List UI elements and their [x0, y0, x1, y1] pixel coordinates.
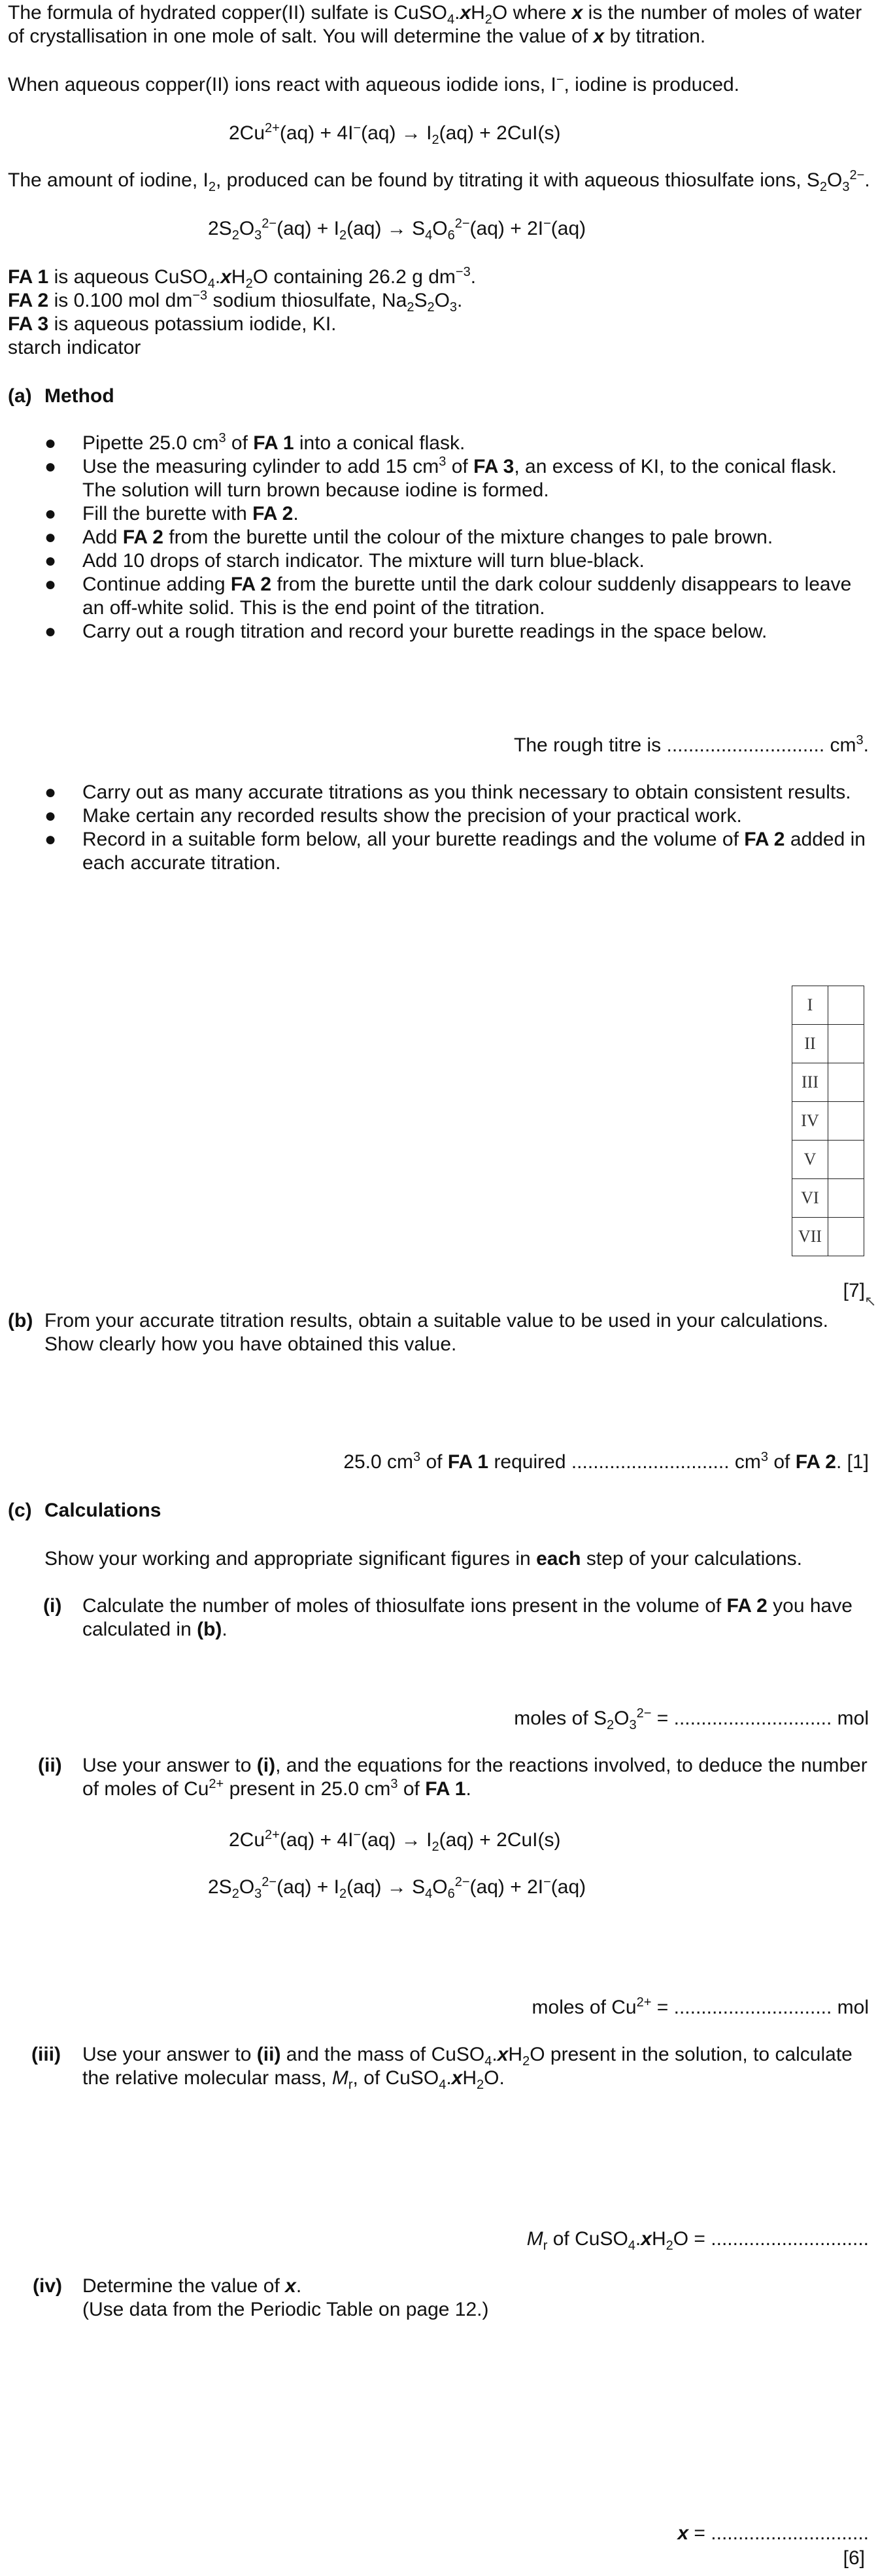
- method-step-end-point: Continue adding FA 2 from the burette until the dark colour suddenly disappears to leave an off-white solid. This is the end point of the titration.: [82, 574, 852, 619]
- grid-mark-box: [828, 1141, 864, 1179]
- grid-mark-box: [828, 1063, 864, 1102]
- part-c-instruction: Show your working and appropriate significant figures in each step of your calculations.: [44, 1548, 802, 1570]
- equation-thiosulfate-iodine-repeat: $2S_2O_3^{2-}(aq) + I_2(aq) \to S_4O_6^{2-}(aq) + 2I^-(aq)$: [208, 1875, 586, 1901]
- bullet-8: ●: [44, 781, 57, 803]
- bullet-9: ●: [44, 805, 57, 827]
- grid-mark-box: [828, 1218, 864, 1256]
- marking-grid: [792, 986, 864, 1256]
- part-c-ii-label: (ii): [38, 1755, 62, 1776]
- fa3-description: FA 3 is aqueous potassium iodide, KI.: [8, 313, 337, 335]
- equation-copper-iodide-repeat: $2Cu^{2+}(aq) + 4I^-(aq) \to I_2(aq) + 2CuI(s)$: [229, 1828, 561, 1854]
- intro-line-1: The formula of hydrated copper(II) sulfate is $CuSO_4.xH_2O$ where x is the number of moles of water: [8, 2, 862, 27]
- part-c-marks: [6]: [843, 2547, 865, 2569]
- grid-label-5: V: [792, 1141, 828, 1179]
- intro-line-2: of crystallisation in one mole of salt. You will determine the value of x by titration.: [8, 26, 706, 47]
- part-c-i-question: Calculate the number of moles of thiosulfate ions present in the volume of FA 2 you have calculated in (b).: [82, 1595, 853, 1640]
- bullet-3: ●: [44, 503, 57, 524]
- method-step-precision: Make certain any recorded results show the precision of your practical work.: [82, 805, 742, 827]
- method-step-pale-brown: Add FA 2 from the burette until the colour of the mixture changes to pale brown.: [82, 526, 773, 548]
- rough-titre-answer-line[interactable]: The rough titre is ............................. $cm^3$.: [514, 733, 869, 756]
- grid-mark-box: [828, 1179, 864, 1218]
- part-c-iv-hint: (Use data from the Periodic Table on page 12.): [82, 2299, 489, 2320]
- starch-indicator: starch indicator: [8, 337, 141, 358]
- equation-copper-iodide: $2Cu^{2+}(aq) + 4I^-(aq) \to I_2(aq) + 2CuI(s)$: [229, 121, 561, 147]
- bullet-10: ●: [44, 829, 57, 850]
- method-step-starch: Add 10 drops of starch indicator. The mixture will turn blue-black.: [82, 550, 645, 572]
- bullet-1: ●: [44, 432, 57, 454]
- part-c-iii-question: Use your answer to (ii) and the mass of $CuSO_4.xH_2O$ present in the solution, to calculate the relative molecular mass, $M_r$, of $CuSO_4.xH_2O$.: [82, 2044, 853, 2092]
- equation-thiosulfate-iodine: $2S_2O_3^{2-}(aq) + I_2(aq) \to S_4O_6^{2-}(aq) + 2I^-(aq)$: [208, 216, 586, 243]
- grid-mark-box: [828, 986, 864, 1025]
- part-c-i-answer-line[interactable]: moles of $S_2O_3^{2-}$ = ............................. mol: [514, 1706, 869, 1732]
- part-c-iv-label: (iv): [33, 2275, 62, 2297]
- part-c-i-label: (i): [43, 1595, 62, 1617]
- part-c-iii-answer-line[interactable]: $M_r$ of $CuSO_4.xH_2O$ = .............................: [526, 2228, 869, 2253]
- bullet-6: ●: [44, 574, 57, 595]
- method-step-add-ki: Use the measuring cylinder to add 15 $cm^3$ of FA 3, an excess of KI, to the conical flask. The solution will turn brown because iodine is formed.: [82, 455, 837, 501]
- part-c-title: Calculations: [44, 1500, 161, 1521]
- bullet-7: ●: [44, 621, 57, 642]
- fa2-description: FA 2 is 0.100 mol $dm^{-3}$ sodium thiosulfate, $Na_2S_2O_3$.: [8, 288, 463, 315]
- part-c-iv-answer-line[interactable]: x = .............................: [677, 2522, 869, 2544]
- part-a-label: (a): [8, 385, 32, 407]
- grid-label-6: VI: [792, 1179, 828, 1218]
- intro-thiosulfate: The amount of iodine, $I_2$, produced can be found by titrating it with aqueous thiosulfate ions, $S_2O_3^{2-}$.: [8, 168, 870, 194]
- fa1-description: FA 1 is aqueous $CuSO_4.xH_2O$ containing 26.2 g $dm^{-3}$.: [8, 265, 477, 291]
- part-c-ii-answer-line[interactable]: moles of $Cu^{2+}$ = ............................. mol: [532, 1995, 869, 2018]
- bullet-5: ●: [44, 550, 57, 572]
- cursor-icon: ↖: [864, 1293, 877, 1309]
- part-a-title: Method: [44, 385, 114, 407]
- method-step-pipette: Pipette 25.0 $cm^3$ of FA 1 into a conical flask.: [82, 431, 465, 454]
- part-a-marks: [7]: [843, 1280, 865, 1301]
- grid-mark-box: [828, 1102, 864, 1141]
- bullet-4: ●: [44, 526, 57, 548]
- part-b-label: (b): [8, 1310, 33, 1331]
- method-step-accurate: Carry out as many accurate titrations as you think necessary to obtain consistent results.: [82, 781, 851, 803]
- method-step-fill-burette: Fill the burette with FA 2.: [82, 503, 299, 524]
- bullet-2: ●: [44, 456, 57, 477]
- grid-label-3: III: [792, 1063, 828, 1102]
- part-b-answer-line[interactable]: 25.0 $cm^3$ of FA 1 required ............................. $cm^3$ of FA 2. [1]: [343, 1450, 869, 1473]
- grid-label-2: II: [792, 1025, 828, 1063]
- part-c-iii-label: (iii): [31, 2044, 61, 2065]
- method-step-rough: Carry out a rough titration and record your burette readings in the space below.: [82, 621, 768, 642]
- grid-label-1: I: [792, 986, 828, 1025]
- grid-mark-box: [828, 1025, 864, 1063]
- grid-label-7: VII: [792, 1218, 828, 1256]
- method-step-record: Record in a suitable form below, all your burette readings and the volume of FA 2 added in each accurate titration.: [82, 829, 866, 874]
- part-b-question: From your accurate titration results, obtain a suitable value to be used in your calculations. Show clearly how you have obtained this value.: [44, 1310, 828, 1355]
- part-c-ii-question: Use your answer to (i), and the equations for the reactions involved, to deduce the number of moles of $Cu^{2+}$ present in 25.0 $cm^3$ of FA 1.: [82, 1755, 868, 1800]
- part-c-iv-question: Determine the value of x.: [82, 2275, 302, 2297]
- part-c-label: (c): [8, 1500, 32, 1521]
- intro-iodide: When aqueous copper(II) ions react with aqueous iodide ions, I−, iodine is produced.: [8, 73, 740, 95]
- grid-label-4: IV: [792, 1102, 828, 1141]
